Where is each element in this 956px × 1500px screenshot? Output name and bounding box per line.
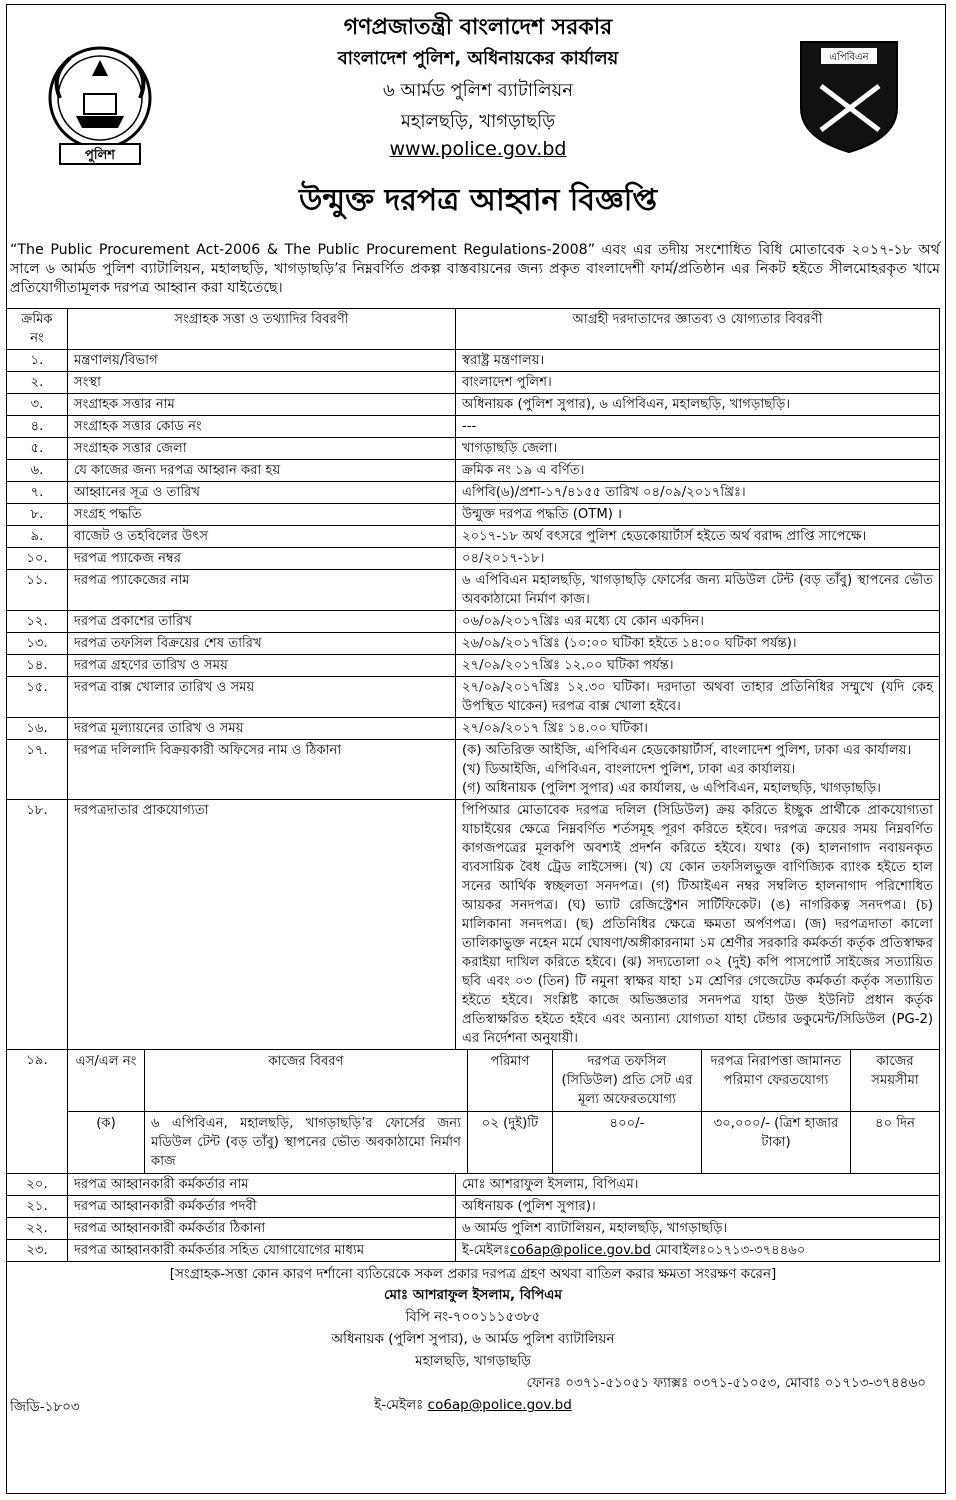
work-header-cell: কাজের বিবরণ — [145, 1050, 468, 1112]
row-label: বাজেট ও তহবিলের উৎস — [68, 526, 456, 548]
location: মহালছড়ি, খাগড়াছড়ি — [400, 111, 556, 132]
row-label: দরপত্র আহ্বানকারী কর্মকর্তার সহিত যোগাযোগের মাধ্যম — [68, 1240, 456, 1262]
sales-office-line: (ক) অতিরিক্ত আইজি, এপিবিএন হেডকোয়ার্টার্স, বাংলাদেশ পুলিশ, ঢাকা এর কার্যালয়। — [462, 743, 912, 758]
signatory-designation: অধিনায়ক (পুলিশ সুপার), ৬ আর্মড পুলিশ ব্যাটালিয়ন — [331, 1331, 615, 1347]
right-logo-text: এপিবিএন — [829, 52, 869, 63]
row-value: মোঃ আশরাফুল ইসলাম, বিপিএম। — [456, 1174, 940, 1196]
website-link[interactable]: www.police.gov.bd — [389, 138, 567, 160]
work-header-cell: দরপত্র নিরাপত্তা জামানত পরিমাণ ফেরতযোগ্য — [702, 1050, 851, 1112]
row-label: দরপত্র আহ্বানকারী কর্মকর্তার পদবী — [68, 1196, 456, 1218]
row-label: দরপত্র আহ্বানকারী কর্মকর্তার নাম — [68, 1174, 456, 1196]
row-label: যে কাজের জন্য দরপত্র আহ্বান করা হয় — [68, 460, 456, 482]
table-row — [7, 372, 940, 394]
row-serial: ২. — [7, 372, 68, 394]
header-entity: সংগ্রাহক সত্তা ও তথ্যাদির বিবরণী — [68, 309, 456, 350]
row-serial: ১৩. — [7, 633, 68, 655]
eligibility-text: পিপিআর মোতাবেক দরপত্র দলিল (সিডিউল) ক্রয় করিতে ইচ্ছুক প্রার্থীকে প্রাকযোগ্যতা যাচাইয়ের ক্ষেত্রে নিম্নবর্ণিত শর্তসমূহ পূরণ করিতে হইবে। দরপত্র ক্রয়ের সময় নিম্নবর্ণিত কাগজপত্রের মূলকপি অবশ্যই প্রদর্শন করিতে হইবে। যথাঃ (ক) হালনাগাদ নবায়নকৃত ব্যবসায়িক বৈধ ট্রেড লাইসেন্স। (খ) যে কোন তফসিলভুক্ত বাণিজ্যিক ব্যাংক হইতে হাল সনের আর্থিক স্বচ্ছলতা সনদপত্র। (গ) টিআইএন নম্বর সম্বলিত হালনাগাদ পরিশোধিত আয়কর সনদপত্র। (ঘ) ভ্যাট রেজিস্ট্রেশন সার্টিফিকেট। (ঙ) নাগরিকত্ব সনদপত্র। (চ) মালিকানা সনদপত্র। (ছ) প্রতিনিধির ক্ষেত্রে ক্ষমতা অর্পণপত্র। (জ) দরপত্রদাতা কালো তালিকাভুক্ত নহেন মর্মে ঘোষণা/অঙ্গীকারনামা ১ম শ্রেণীর সরকারি কর্মকর্তা কর্তৃক প্রতিস্বাক্ষর করাইয়া দাখিল করিতে হইবে। (ঝ) সদ্যতোলা ০২ (দুই) কপি পাসপোর্ট সাইজের সত্যায়িত ছবি এবং ০৩ (তিন) টি নমুনা স্বাক্ষর যাহা ১ম শ্রেণির গেজেটেড কর্মকর্তা কর্তৃক সত্যায়িত হইতে হইবে। সংশ্লিষ্ট কাজে অভিজ্ঞতার সনদপত্র যাহা উক্ত ইউনিট প্রধান কর্তৃক প্রতিস্বাক্ষরিত হইতে হইবে এবং অন্যান্য যোগ্যতা যাহা টেন্ডার ডকুমেন্ট/সিডিউল (PG-2) এর নির্দেশনা অনুযায়ী। — [456, 800, 940, 1050]
table-row — [7, 482, 940, 504]
row-label: দরপত্র বাক্স খোলার তারিখ ও সময় — [68, 677, 456, 718]
sales-office-line: (খ) ডিআইজি, এপিবিএন, বাংলাদেশ পুলিশ, ঢাকা এর কার্যালয়। — [462, 762, 796, 777]
table-row — [7, 740, 940, 800]
row-value: এপিবি(৬)/প্রশা-১৭/৪১৫৫ তারিখ ০৪/০৯/২০১৭খ্রিঃ। — [456, 482, 940, 504]
table-row — [7, 1196, 940, 1218]
signatory-place: মহালছড়ি, খাগড়াছড়ি — [415, 1353, 531, 1369]
header — [0, 0, 956, 240]
table-row — [7, 460, 940, 482]
table-row — [7, 548, 940, 570]
tender-table — [6, 308, 940, 1262]
row-label: মন্ত্রণালয়/বিভাগ — [68, 350, 456, 372]
mobile-label: মোবাইলঃ — [655, 1243, 707, 1258]
row-serial: ২০. — [7, 1174, 68, 1196]
row-serial: ৩. — [7, 394, 68, 416]
signatory-bp-number: বিপি নং-৭০০১১১৫৩৮৫ — [405, 1309, 541, 1325]
work-header-cell: পরিমাণ — [468, 1050, 553, 1112]
contact-mobile: ০১৭১৩-৩৭৪৪৬০ — [706, 1243, 806, 1258]
row-serial: ৮. — [7, 504, 68, 526]
row-label: দরপত্র প্যাকেজ নম্বর — [68, 548, 456, 570]
row-label: সংগ্রাহক সত্তার জেলা — [68, 438, 456, 460]
row-value: --- — [456, 416, 940, 438]
work-header-cell: এস/এল নং — [68, 1050, 145, 1112]
row-value: ২০১৭-১৮ অর্থ বৎসরে পুলিশ হেডকোয়ার্টার্স হইতে অর্থ বরাদ্দ প্রাপ্তি সাপেক্ষে। — [456, 526, 940, 548]
work-item-cell: ৪০ দিন — [851, 1112, 940, 1174]
row-serial: ১২. — [7, 611, 68, 633]
table-row — [7, 570, 940, 611]
table-header-row — [7, 309, 940, 350]
row-serial: ১৯. — [7, 1050, 68, 1174]
intro-paragraph: “The Public Procurement Act-2006 & The Public Procurement Regulations-2008” এবং এর তদীয় সংশোধিত বিধি মোতাবেক ২০১৭-১৮ অর্থ সালে ৬ আর্মড পুলিশ ব্যাটালিয়ন, মহালছড়ি, খাগড়াছড়ি’র নিম্নবর্ণিত প্রকল্প বাস্তবায়নের জন্য প্রকৃত বাংলাদেশী ফার্ম/প্রতিষ্ঠান এর নিকট হইতে সীলমোহরকৃত খামে প্রতিযোগীতামূলক দরপত্র আহ্বান করা যাইতেছে। — [10, 242, 940, 296]
table-row — [7, 416, 940, 438]
gov-title: গণপ্রজাতন্ত্রী বাংলাদেশ সরকার — [343, 15, 613, 40]
work-header-cell: কাজের সময়সীমা — [851, 1050, 940, 1112]
gd-number: জিডি-১৮০৩ — [10, 1399, 80, 1415]
row-value: ২৭/০৯/২০১৭খ্রিঃ ১২.০০ ঘটিকা পর্যন্ত। — [456, 655, 940, 677]
sales-office-line: (গ) অধিনায়ক (পুলিশ সুপার) এর কার্যালয়, ৬ এপিবিএন, মহালছড়ি, খাগড়াছড়ি। — [462, 781, 881, 796]
row-value: উন্মুক্ত দরপত্র পদ্ধতি (OTM) । — [456, 504, 940, 526]
work-item-cell: ০২ (দুই)টি — [468, 1112, 553, 1174]
row-label: দরপত্রদাতার প্রাকযোগ্যতা — [68, 800, 456, 1050]
table-row — [7, 526, 940, 548]
row-value: ০৬/০৯/২০১৭খ্রিঃ এর মধ্যে যে কোন একদিন। — [456, 611, 940, 633]
row-label: দরপত্র প্যাকেজের নাম — [68, 570, 456, 611]
table-row — [7, 718, 940, 740]
row-label: সংগ্রাহক সত্তার কোড নং — [68, 416, 456, 438]
row-label: সংগ্রাহক সত্তার নাম — [68, 394, 456, 416]
row-value: ২৭/০৯/২০১৭খ্রিঃ ১২.৩০ ঘটিকা। দরদাতা অথবা তাহার প্রতিনিধির সম্মুখে (যদি কেহ উপস্থিত থাকেন) দরপত্র বাক্স খোলা হইবে। — [456, 677, 940, 718]
signatory-email-label: ই-মেইলঃ — [374, 1397, 424, 1413]
email-label: ই-মেইলঃ — [462, 1243, 511, 1258]
table-row — [7, 677, 940, 718]
work-item-cell: (ক) — [68, 1112, 145, 1174]
work-header-cell: দরপত্র তফসিল (সিডিউল) প্রতি সেট এর মূল্য অফেরতযোগ্য — [553, 1050, 702, 1112]
row-label: সংস্থা — [68, 372, 456, 394]
table-row — [7, 800, 940, 1050]
header-serial: ক্রমিক নং — [7, 309, 68, 350]
work-details-cell — [68, 1050, 940, 1174]
row-serial: ২৩. — [7, 1240, 68, 1262]
sales-offices-cell — [456, 740, 940, 800]
row-serial: ১৬. — [7, 718, 68, 740]
row-serial: ১৭. — [7, 740, 68, 800]
rights-note: [সংগ্রাহক-সত্তা কোন কারণ দর্শানো ব্যতিরেকে সকল প্রকার দরপত্র গ্রহণ অথবা বাতিল করার ক্ষমতা সংরক্ষণ করেন] — [169, 1266, 777, 1282]
row-value: অধিনায়ক (পুলিশ সুপার)। — [456, 1196, 940, 1218]
row-serial: ৭. — [7, 482, 68, 504]
row-serial: ৪. — [7, 416, 68, 438]
table-row — [7, 611, 940, 633]
row-serial: ১১. — [7, 570, 68, 611]
row-label: দরপত্র দলিলাদি বিক্রয়কারী অফিসের নাম ও ঠিকানা — [68, 740, 456, 800]
battalion-name: ৬ আর্মড পুলিশ ব্যাটালিয়ন — [383, 80, 573, 101]
table-row — [7, 438, 940, 460]
table-row — [7, 504, 940, 526]
row-label: দরপত্র তফসিল বিক্রয়ের শেষ তারিখ — [68, 633, 456, 655]
notice-title: উন্মুক্ত দরপত্র আহ্বান বিজ্ঞপ্তি — [298, 183, 658, 218]
row-serial: ৯. — [7, 526, 68, 548]
contact-cell — [456, 1240, 940, 1262]
row-serial: ৬. — [7, 460, 68, 482]
row-value: স্বরাষ্ট্র মন্ত্রণালয়। — [456, 350, 940, 372]
work-item-cell: ৩০,০০০/- (ত্রিশ হাজার টাকা) — [702, 1112, 851, 1174]
work-header-row — [68, 1050, 939, 1112]
row-serial: ১০. — [7, 548, 68, 570]
row-serial: ১৪. — [7, 655, 68, 677]
row-value: ৬ আর্মড পুলিশ ব্যাটালিয়ন, মহালছড়ি, খাগড়াছড়ি। — [456, 1218, 940, 1240]
office-title: বাংলাদেশ পুলিশ, অধিনায়কের কার্যালয় — [337, 48, 619, 69]
apbn-shield-icon — [797, 38, 901, 156]
row-value: বাংলাদেশ পুলিশ। — [456, 372, 940, 394]
left-logo-text: পুলিশ — [85, 148, 115, 163]
row-value: ২৭/০৯/২০১৭ খ্রিঃ ১৪.০০ ঘটিকা। — [456, 718, 940, 740]
table-row — [7, 350, 940, 372]
row-label: দরপত্র গ্রহণের তারিখ ও সময় — [68, 655, 456, 677]
row-value: অধিনায়ক (পুলিশ সুপার), ৬ এপিবিএন, মহালছড়ি, খাগড়াছড়ি। — [456, 394, 940, 416]
work-item-cell: ৬ এপিবিএন, মহালছড়ি, খাগড়াছড়ি’র ফোর্সের জন্য মডিউল টেন্ট (বড় তাঁবু) স্থাপনের ভৌত অবকাঠামো নির্মাণ কাজ — [145, 1112, 468, 1174]
row-serial: ২১. — [7, 1196, 68, 1218]
row-label: দরপত্র মূল্যায়নের তারিখ ও সময় — [68, 718, 456, 740]
signatory-phone: ফোনঃ ০৩৭১-৫১০৫১ ফ্যাক্সঃ ০৩৭১-৫১০৫৩, মোবাঃ ০১৭১৩-৩৭৪৪৬০ — [526, 1375, 926, 1391]
header-details: আগ্রহী দরদাতাদের জ্ঞাতব্য ও যোগ্যতার বিবরণী — [456, 309, 940, 350]
table-row — [7, 655, 940, 677]
row-value: ক্রমিক নং ১৯ এ বর্ণিত। — [456, 460, 940, 482]
contact-email-link[interactable]: co6ap@police.gov.bd — [510, 1243, 651, 1258]
work-item-cell: ৪০০/- — [553, 1112, 702, 1174]
row-serial: ৫. — [7, 438, 68, 460]
table-row — [7, 1218, 940, 1240]
table-row — [7, 1240, 940, 1262]
row-value: ৬ এপিবিএন মহালছড়ি, খাগড়াছড়ি ফোর্সের জন্য মডিউল টেন্ট (বড় তাঁবু) স্থাপনের ভৌত অবকাঠামো নির্মাণ কাজ। — [456, 570, 940, 611]
row-label: দরপত্র আহ্বানকারী কর্মকর্তার ঠিকানা — [68, 1218, 456, 1240]
signatory-email-link[interactable]: co6ap@police.gov.bd — [427, 1397, 572, 1413]
row-value: ২৬/০৯/২০১৭খ্রিঃ (১০:০০ ঘটিকা হইতে ১৪:০০ ঘটিকা পর্যন্ত)। — [456, 633, 940, 655]
row-label: আহ্বানের সূত্র ও তারিখ — [68, 482, 456, 504]
table-row — [7, 394, 940, 416]
row-value: ০৪/২০১৭-১৮। — [456, 548, 940, 570]
signatory-name: মোঃ আশরাফুল ইসলাম, বিপিএম — [384, 1287, 562, 1303]
row-value: খাগড়াছড়ি জেলা। — [456, 438, 940, 460]
row-label: সংগ্রহ পদ্ধতি — [68, 504, 456, 526]
row-serial: ১. — [7, 350, 68, 372]
row-serial: ১৫. — [7, 677, 68, 718]
table-row — [7, 633, 940, 655]
table-row — [7, 1174, 940, 1196]
footer — [6, 1264, 940, 1416]
table-row — [7, 1050, 940, 1174]
row-serial: ১৮. — [7, 800, 68, 1050]
work-details-table — [68, 1050, 939, 1173]
work-item-row — [68, 1112, 939, 1174]
row-serial: ২২. — [7, 1218, 68, 1240]
row-label: দরপত্র প্রকাশের তারিখ — [68, 611, 456, 633]
